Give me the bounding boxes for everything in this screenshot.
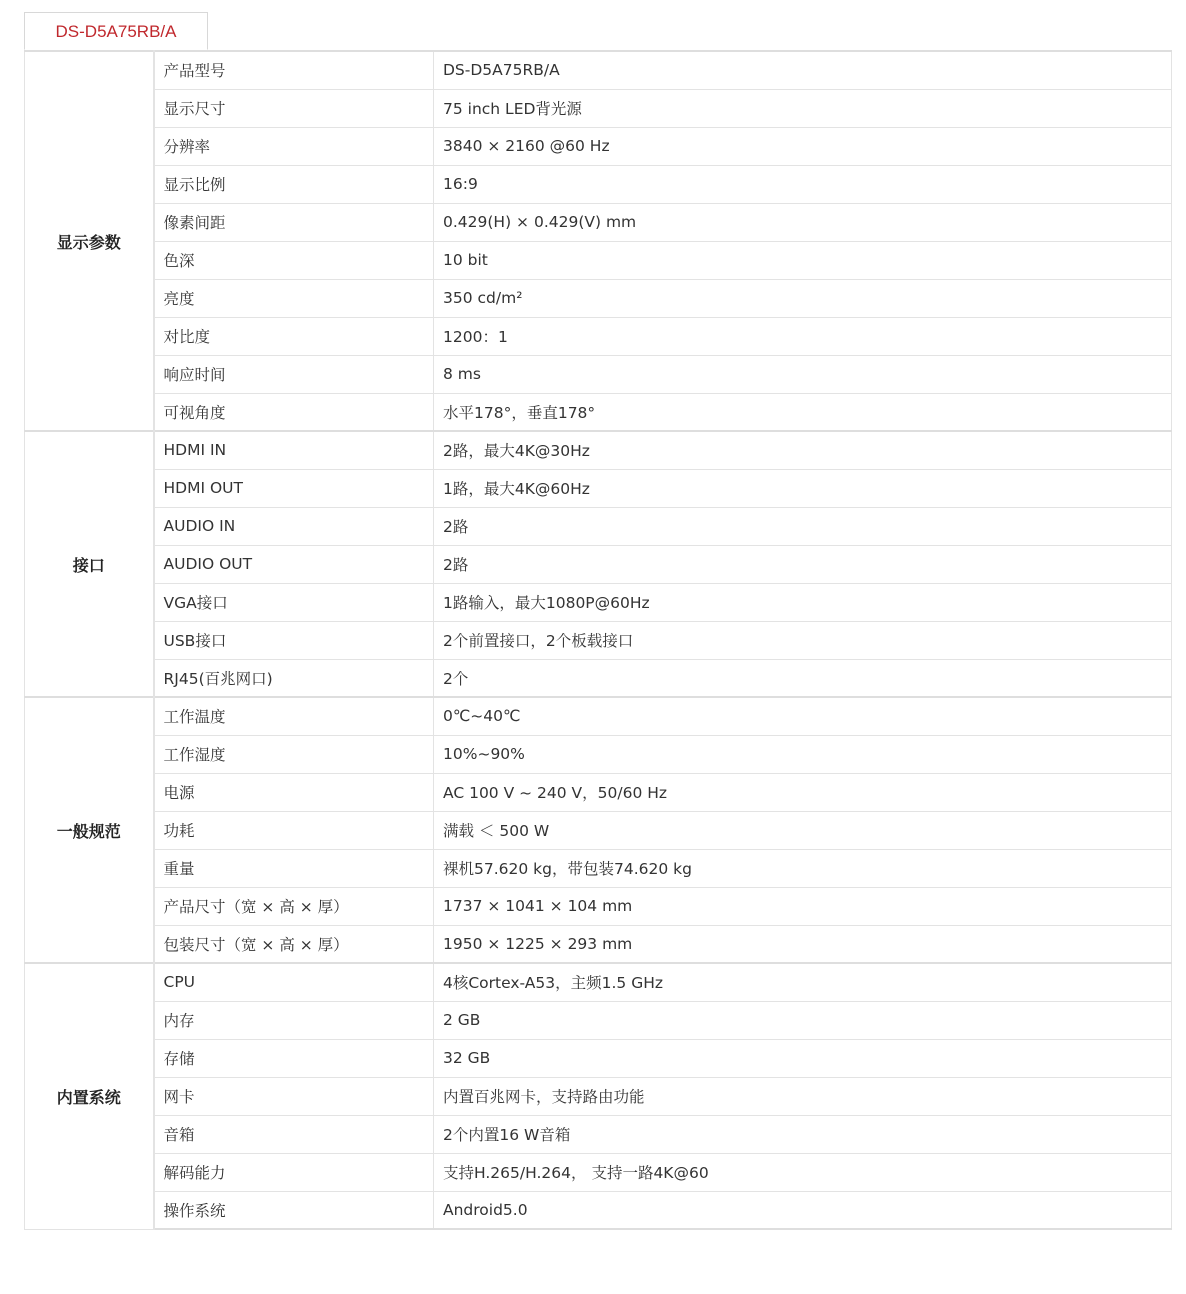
table-row (25, 963, 1172, 1001)
table-row (25, 507, 1172, 545)
spec-value: 1737 × 1041 × 104 mm (434, 887, 1172, 925)
spec-value: 2路 (434, 545, 1172, 583)
table-row (25, 127, 1172, 165)
table-row (25, 849, 1172, 887)
spec-value: 裸机57.620 kg，带包装74.620 kg (434, 849, 1172, 887)
spec-value: 内置百兆网卡，支持路由功能 (434, 1077, 1172, 1115)
spec-label: 色深 (154, 241, 434, 279)
spec-value: 满载 ＜ 500 W (434, 811, 1172, 849)
spec-value: 16:9 (434, 165, 1172, 203)
spec-label: RJ45(百兆网口) (154, 659, 434, 697)
table-row (25, 165, 1172, 203)
spec-value: 8 ms (434, 355, 1172, 393)
spec-value: 1路输入，最大1080P@60Hz (434, 583, 1172, 621)
spec-value: 3840 × 2160 @60 Hz (434, 127, 1172, 165)
table-row (25, 431, 1172, 469)
spec-value: Android5.0 (434, 1191, 1172, 1229)
spec-value: 1路，最大4K@60Hz (434, 469, 1172, 507)
table-row (25, 811, 1172, 849)
spec-table (24, 50, 1172, 1230)
spec-value: 2个前置接口，2个板载接口 (434, 621, 1172, 659)
table-row (25, 317, 1172, 355)
table-row (25, 697, 1172, 735)
spec-label: 可视角度 (154, 393, 434, 431)
spec-value: 0℃~40℃ (434, 697, 1172, 735)
spec-value: 32 GB (434, 1039, 1172, 1077)
table-row (25, 89, 1172, 127)
spec-value: 1950 × 1225 × 293 mm (434, 925, 1172, 963)
spec-label: 解码能力 (154, 1153, 434, 1191)
spec-label: HDMI OUT (154, 469, 434, 507)
spec-label: 音箱 (154, 1115, 434, 1153)
spec-label: 显示尺寸 (154, 89, 434, 127)
section-title: 接口 (25, 431, 154, 697)
spec-label: VGA接口 (154, 583, 434, 621)
table-row (25, 241, 1172, 279)
table-row (25, 583, 1172, 621)
table-row (25, 925, 1172, 963)
table-row (25, 735, 1172, 773)
spec-label: 功耗 (154, 811, 434, 849)
spec-value: 4核Cortex-A53，主频1.5 GHz (434, 963, 1172, 1001)
spec-value: 支持H.265/H.264， 支持一路4K@60 (434, 1153, 1172, 1191)
table-row (25, 51, 1172, 89)
spec-value: 10 bit (434, 241, 1172, 279)
spec-label: 工作湿度 (154, 735, 434, 773)
spec-label: 包装尺寸（宽 × 高 × 厚） (154, 925, 434, 963)
table-row (25, 1153, 1172, 1191)
spec-label: 产品型号 (154, 51, 434, 89)
spec-label: 电源 (154, 773, 434, 811)
spec-label: 显示比例 (154, 165, 434, 203)
table-row (25, 1001, 1172, 1039)
table-row (25, 1077, 1172, 1115)
spec-value: 2个 (434, 659, 1172, 697)
spec-value: AC 100 V ~ 240 V，50/60 Hz (434, 773, 1172, 811)
spec-value: 水平178°，垂直178° (434, 393, 1172, 431)
table-row (25, 1115, 1172, 1153)
tab-model[interactable]: DS-D5A75RB/A (24, 12, 208, 50)
table-row (25, 887, 1172, 925)
spec-label: 像素间距 (154, 203, 434, 241)
table-row (25, 773, 1172, 811)
spec-label: 重量 (154, 849, 434, 887)
spec-value: 10%~90% (434, 735, 1172, 773)
spec-value: 2个内置16 W音箱 (434, 1115, 1172, 1153)
table-row (25, 393, 1172, 431)
spec-value: 2路，最大4K@30Hz (434, 431, 1172, 469)
spec-label: AUDIO IN (154, 507, 434, 545)
spec-label: USB接口 (154, 621, 434, 659)
spec-label: 响应时间 (154, 355, 434, 393)
spec-value: 0.429(H) × 0.429(V) mm (434, 203, 1172, 241)
spec-label: HDMI IN (154, 431, 434, 469)
spec-value: 2 GB (434, 1001, 1172, 1039)
spec-label: 对比度 (154, 317, 434, 355)
table-row (25, 621, 1172, 659)
table-row (25, 1039, 1172, 1077)
section-title: 显示参数 (25, 51, 154, 431)
table-row (25, 1191, 1172, 1229)
spec-label: 操作系统 (154, 1191, 434, 1229)
spec-label: 网卡 (154, 1077, 434, 1115)
tab-strip (24, 12, 1171, 51)
spec-label: 亮度 (154, 279, 434, 317)
spec-value: 75 inch LED背光源 (434, 89, 1172, 127)
spec-label: AUDIO OUT (154, 545, 434, 583)
table-row (25, 279, 1172, 317)
table-row (25, 659, 1172, 697)
spec-value: 350 cd/m² (434, 279, 1172, 317)
spec-label: 存储 (154, 1039, 434, 1077)
spec-value: DS-D5A75RB/A (434, 51, 1172, 89)
section-title: 一般规范 (25, 697, 154, 963)
spec-value: 2路 (434, 507, 1172, 545)
spec-label: 分辨率 (154, 127, 434, 165)
spec-label: 内存 (154, 1001, 434, 1039)
table-row (25, 203, 1172, 241)
table-row (25, 469, 1172, 507)
spec-label: 产品尺寸（宽 × 高 × 厚） (154, 887, 434, 925)
spec-label: CPU (154, 963, 434, 1001)
table-row (25, 355, 1172, 393)
table-row (25, 545, 1172, 583)
spec-label: 工作温度 (154, 697, 434, 735)
spec-value: 1200：1 (434, 317, 1172, 355)
section-title: 内置系统 (25, 963, 154, 1229)
